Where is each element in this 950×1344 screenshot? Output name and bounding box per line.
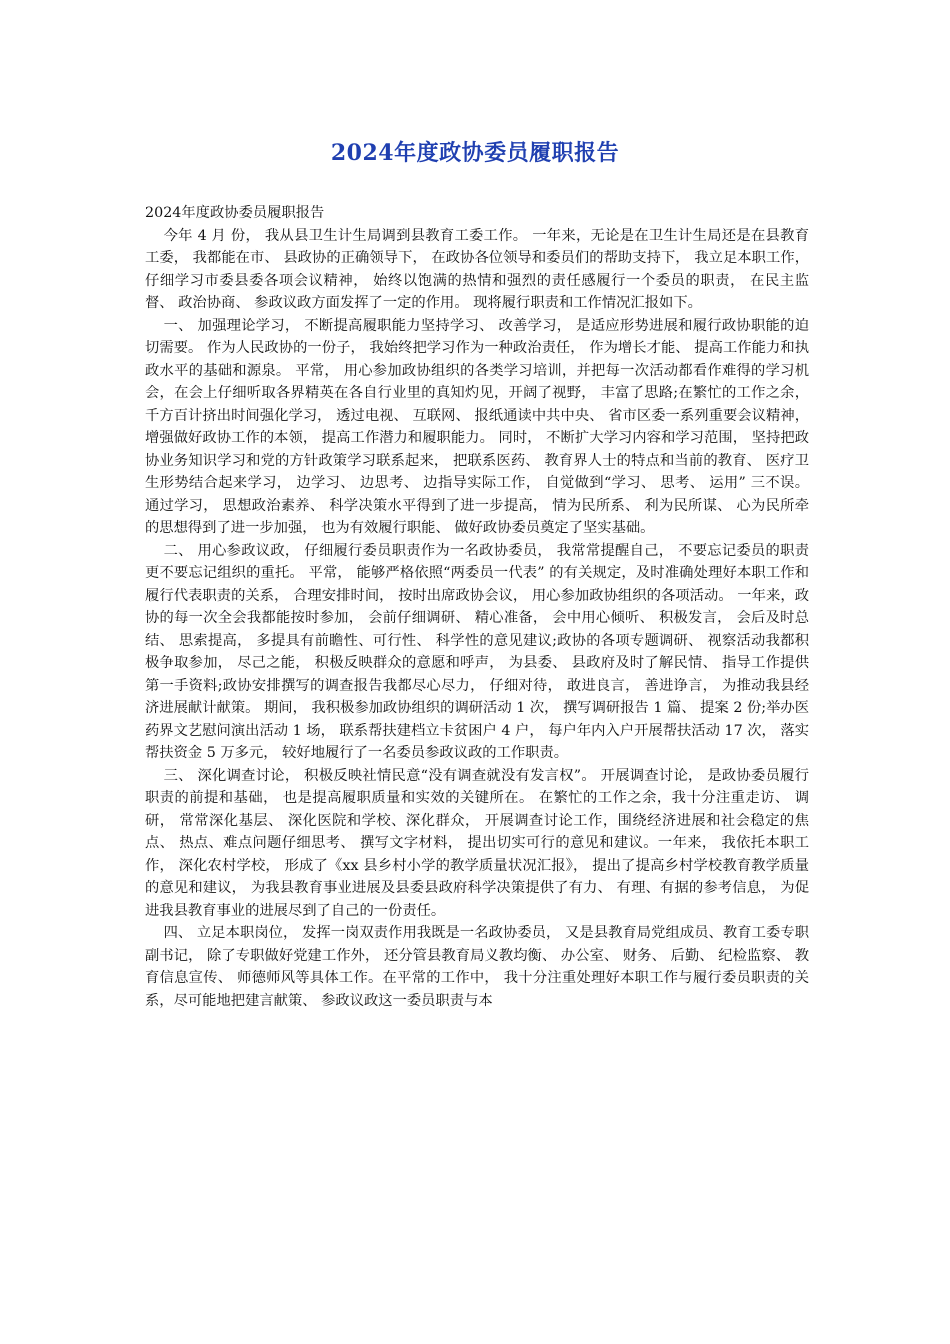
- paragraph-intro: 今年 4 月 份， 我从县卫生计生局调到县教育工委工作。 一年来，无论是在卫生计生局还是在县教育工委， 我都能在市、 县政协的正确领导下， 在政协各位领导和委员们的帮助支持下， 我立足本职工作，仔细学习市委县委各项会议精神， 始终以饱满的热情和强烈的责任感履行一个委员的职责， 在民主监督、 政治协商、 参政议政方面发挥了一定的作用。 现将履行职责和工作情况汇报如下。: [145, 227, 809, 311]
- document-body: [145, 202, 809, 1012]
- paragraph-section-3: 三、 深化调查讨论， 积极反映社情民意“没有调查就没有发言权”。 开展调查讨论， 是政协委员履行职责的前提和基础， 也是提高履职质量和实效的关键所在。 在繁忙的工作之余，我十分注重走访、 调研， 常常深化基层、 深化医院和学校、深化群众， 开展调查讨论工作，围绕经济进展和社会稳定的焦点、 热点、难点问题仔细思考、 撰写文字材料， 提出切实可行的意见和建议。一年来， 我依托本职工作， 深化农村学校， 形成了《xx 县乡村小学的教学质量状况汇报》， 提出了提高乡村学校教育教学质量的意见和建议， 为我县教育事业进展及县委县政府科学决策提供了有力、 有理、有据的参考信息， 为促进我县教育事业的进展尽到了自己的一份责任。: [145, 767, 809, 919]
- paragraph-section-1: 一、 加强理论学习， 不断提高履职能力坚持学习、 改善学习， 是适应形势进展和履行政协职能的迫切需要。 作为人民政协的一份子， 我始终把学习作为一种政治责任， 作为增长才能、 提高工作能力和执政水平的基础和源泉。 平常， 用心参加政协组织的各类学习培训，并把每一次活动都看作难得的学习机会，在会上仔细听取各界精英在各自行业里的真知灼见，开阔了视野， 丰富了思路;在繁忙的工作之余， 千方百计挤出时间强化学习， 透过电视、 互联网、 报纸通读中共中央、 省市区委一系列重要会议精神， 增强做好政协工作的本领， 提高工作潜力和履职能力。 同时， 不断扩大学习内容和学习范围， 坚持把政协业务知识学习和党的方针政策学习联系起来， 把联系医药、 教育界人士的特点和当前的教育、 医疗卫生形势结合起来学习， 边学习、 边思考、 边指导实际工作， 自觉做到“学习、 思考、 运用” 三不误。 通过学习， 思想政治素养、 科学决策水平得到了进一步提高， 情为民所系、 利为民所谋、 心为民所牵的思想得到了进一步加强， 也为有效履行职能、 做好政协委员奠定了坚实基础。: [145, 317, 809, 536]
- document-title: 2024年度政协委员履职报告: [330, 140, 620, 166]
- paragraph-section-2: 二、 用心参政议政， 仔细履行委员职责作为一名政协委员， 我常常提醒自己， 不要忘记委员的职责更不要忘记组织的重托。 平常， 能够严格依照“两委员一代表” 的有关规定，及时准确处理好本职工作和履行代表职责的关系， 合理安排时间， 按时出席政协会议， 用心参加政协组织的各项活动。 一年来，政协的每一次全会我都能按时参加， 会前仔细调研、 精心准备， 会中用心倾听、 积极发言， 会后及时总结、 思索提高， 多提具有前瞻性、可行性、 科学性的意见建议;政协的各项专题调研、 视察活动我都积极争取参加， 尽己之能， 积极反映群众的意愿和呼声， 为县委、 县政府及时了解民情、 指导工作提供第一手资料;政协安排撰写的调查报告我都尽心尽力， 仔细对待， 敢进良言， 善进诤言， 为推动我县经济进展献计献策。 期间， 我积极参加政协组织的调研活动 1 次， 撰写调研报告 1 篇、 提案 2 份;举办医药界文艺慰问演出活动 1 场， 联系帮扶建档立卡贫困户 4 户， 每户年内入户开展帮扶活动 17 次， 落实帮扶资金 5 万多元， 较好地履行了一名委员参政议政的工作职责。: [145, 542, 809, 761]
- document-subtitle: 2024年度政协委员履职报告: [145, 205, 325, 221]
- paragraph-section-4: 四、 立足本职岗位， 发挥一岗双责作用我既是一名政协委员， 又是县教育局党组成员、教育工委专职副书记， 除了专职做好党建工作外， 还分管县教育局义教均衡、 办公室、 财务、 后勤、 纪检监察、 教育信息宣传、 师德师风等具体工作。在平常的工作中， 我十分注重处理好本职工作与履行委员职责的关系，尽可能地把建言献策、 参政议政这一委员职责与本: [145, 925, 809, 1009]
